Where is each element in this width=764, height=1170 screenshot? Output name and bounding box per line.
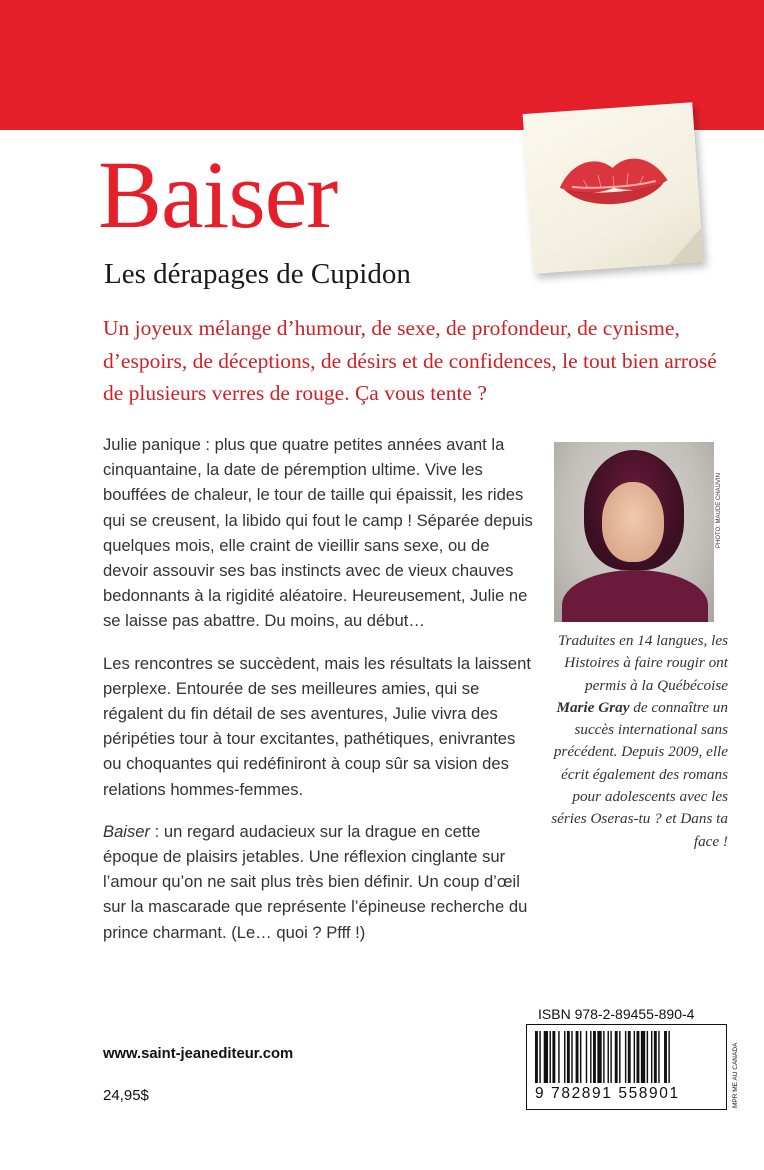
barcode-bar [634, 1031, 635, 1083]
description-paragraph-2: Les rencontres se succèdent, mais les résultats la laissent perplexe. Entourée de ses meilleures amies, qui se régalent du fin détail de ses aventures, Julie vivra des péripéties tour à tour excitantes, pathétiques, enivrantes ou choquantes qui redéfiniront à coup sûr sa vision des relations hommes-femmes. [103, 653, 531, 799]
barcode-bar [608, 1031, 609, 1083]
lipstick-kiss-icon [551, 144, 676, 222]
distributor-code: MPR ME AU CANADA [732, 1042, 739, 1108]
barcode-bar [558, 1031, 559, 1083]
barcode-bar [597, 1031, 601, 1083]
barcode-bar [580, 1031, 581, 1083]
barcode-bar [590, 1031, 591, 1083]
title-reference: Baiser [103, 821, 151, 841]
barcode-bar [668, 1031, 669, 1083]
barcode-bar [550, 1031, 551, 1083]
author-bio [548, 630, 728, 853]
barcode-bar [651, 1031, 652, 1083]
barcode-bar [603, 1031, 604, 1083]
barcode-bar [539, 1031, 540, 1083]
author-face [602, 482, 664, 562]
sticky-note [523, 102, 704, 273]
barcode-bars [535, 1031, 719, 1083]
bio-part-1: Traduites en 14 langues, les Histoires à faire rougir ont permis à la Québécoise [557, 632, 728, 694]
barcode-bar [571, 1031, 572, 1083]
description-paragraph-1: Julie panique : plus que quatre petites années avant la cinquantaine, la date de péremption ultime. Vive les bouffées de chaleur, le tour de taille qui épaissit, les rides qui se creusent, la libido qui fout le camp ! Séparée depuis quelques mois, elle craint de vieillir sans sexe, ou de devoir assouvir ses bas instincts avec de vieux chauves bedonnants à la rigidité aléatoire. Heureusement, Julie ne se laisse pas abattre. Du moins, au début… [103, 435, 533, 631]
price: 24,95$ [103, 1087, 149, 1104]
barcode-digits: 9 782891 558901 [535, 1085, 680, 1102]
barcode-bar [637, 1031, 640, 1083]
barcode-bar [593, 1031, 596, 1083]
barcode-bar [625, 1031, 626, 1083]
barcode-bar [615, 1031, 618, 1083]
barcode-bar [610, 1031, 611, 1083]
author-name: Marie Gray [556, 698, 630, 716]
teaser-text: Un joyeux mélange d’humour, de sexe, de profondeur, de cynisme, d’espoirs, de déceptions, de désirs et de confidences, le tout bien arrosé de plusieurs verres de rouge. Ça vous tente ? [103, 316, 717, 405]
description [103, 432, 533, 962]
barcode-bar [552, 1031, 555, 1083]
barcode-bar [628, 1031, 631, 1083]
barcode-bar [647, 1031, 648, 1083]
publisher-website: www.saint-jeanediteur.com [103, 1046, 294, 1062]
barcode-bar [664, 1031, 667, 1083]
barcode-bar [544, 1031, 548, 1083]
barcode-bar [564, 1031, 565, 1083]
description-paragraph-3-text: : un regard audacieux sur la drague en cette époque de plaisirs jetables. Une réflexion cinglante sur l’amour qu’on ne sait plus très bien définir. Un coup d’œil sur la mascarade que représente l’épineuse recherche du prince charmant. (Le… quoi ? Pfff !) [103, 821, 528, 942]
author-photo [554, 442, 714, 622]
barcode-bar [619, 1031, 620, 1083]
page-curl [667, 228, 703, 264]
book-subtitle: Les dérapages de Cupidon [104, 258, 411, 290]
bio-part-2: de connaître un succès international sans précédent. Depuis 2009, elle écrit également des romans pour adolescents avec les séries Oseras-tu ? et Dans ta face ! [551, 698, 728, 850]
barcode-bar [658, 1031, 659, 1083]
description-paragraph-3 [103, 819, 533, 945]
barcode-bar [586, 1031, 587, 1083]
barcode-bar [567, 1031, 570, 1083]
barcode-bar [641, 1031, 645, 1083]
book-title: Baiser [98, 141, 338, 248]
barcode [526, 1024, 727, 1110]
author-shoulders [562, 570, 708, 622]
isbn-label: ISBN 978-2-89455-890-4 [538, 1006, 695, 1022]
barcode-bar [576, 1031, 579, 1083]
barcode-bar [654, 1031, 657, 1083]
photo-credit: PHOTO: MAUDE CHAUVIN [716, 473, 722, 548]
barcode-bar [535, 1031, 538, 1083]
